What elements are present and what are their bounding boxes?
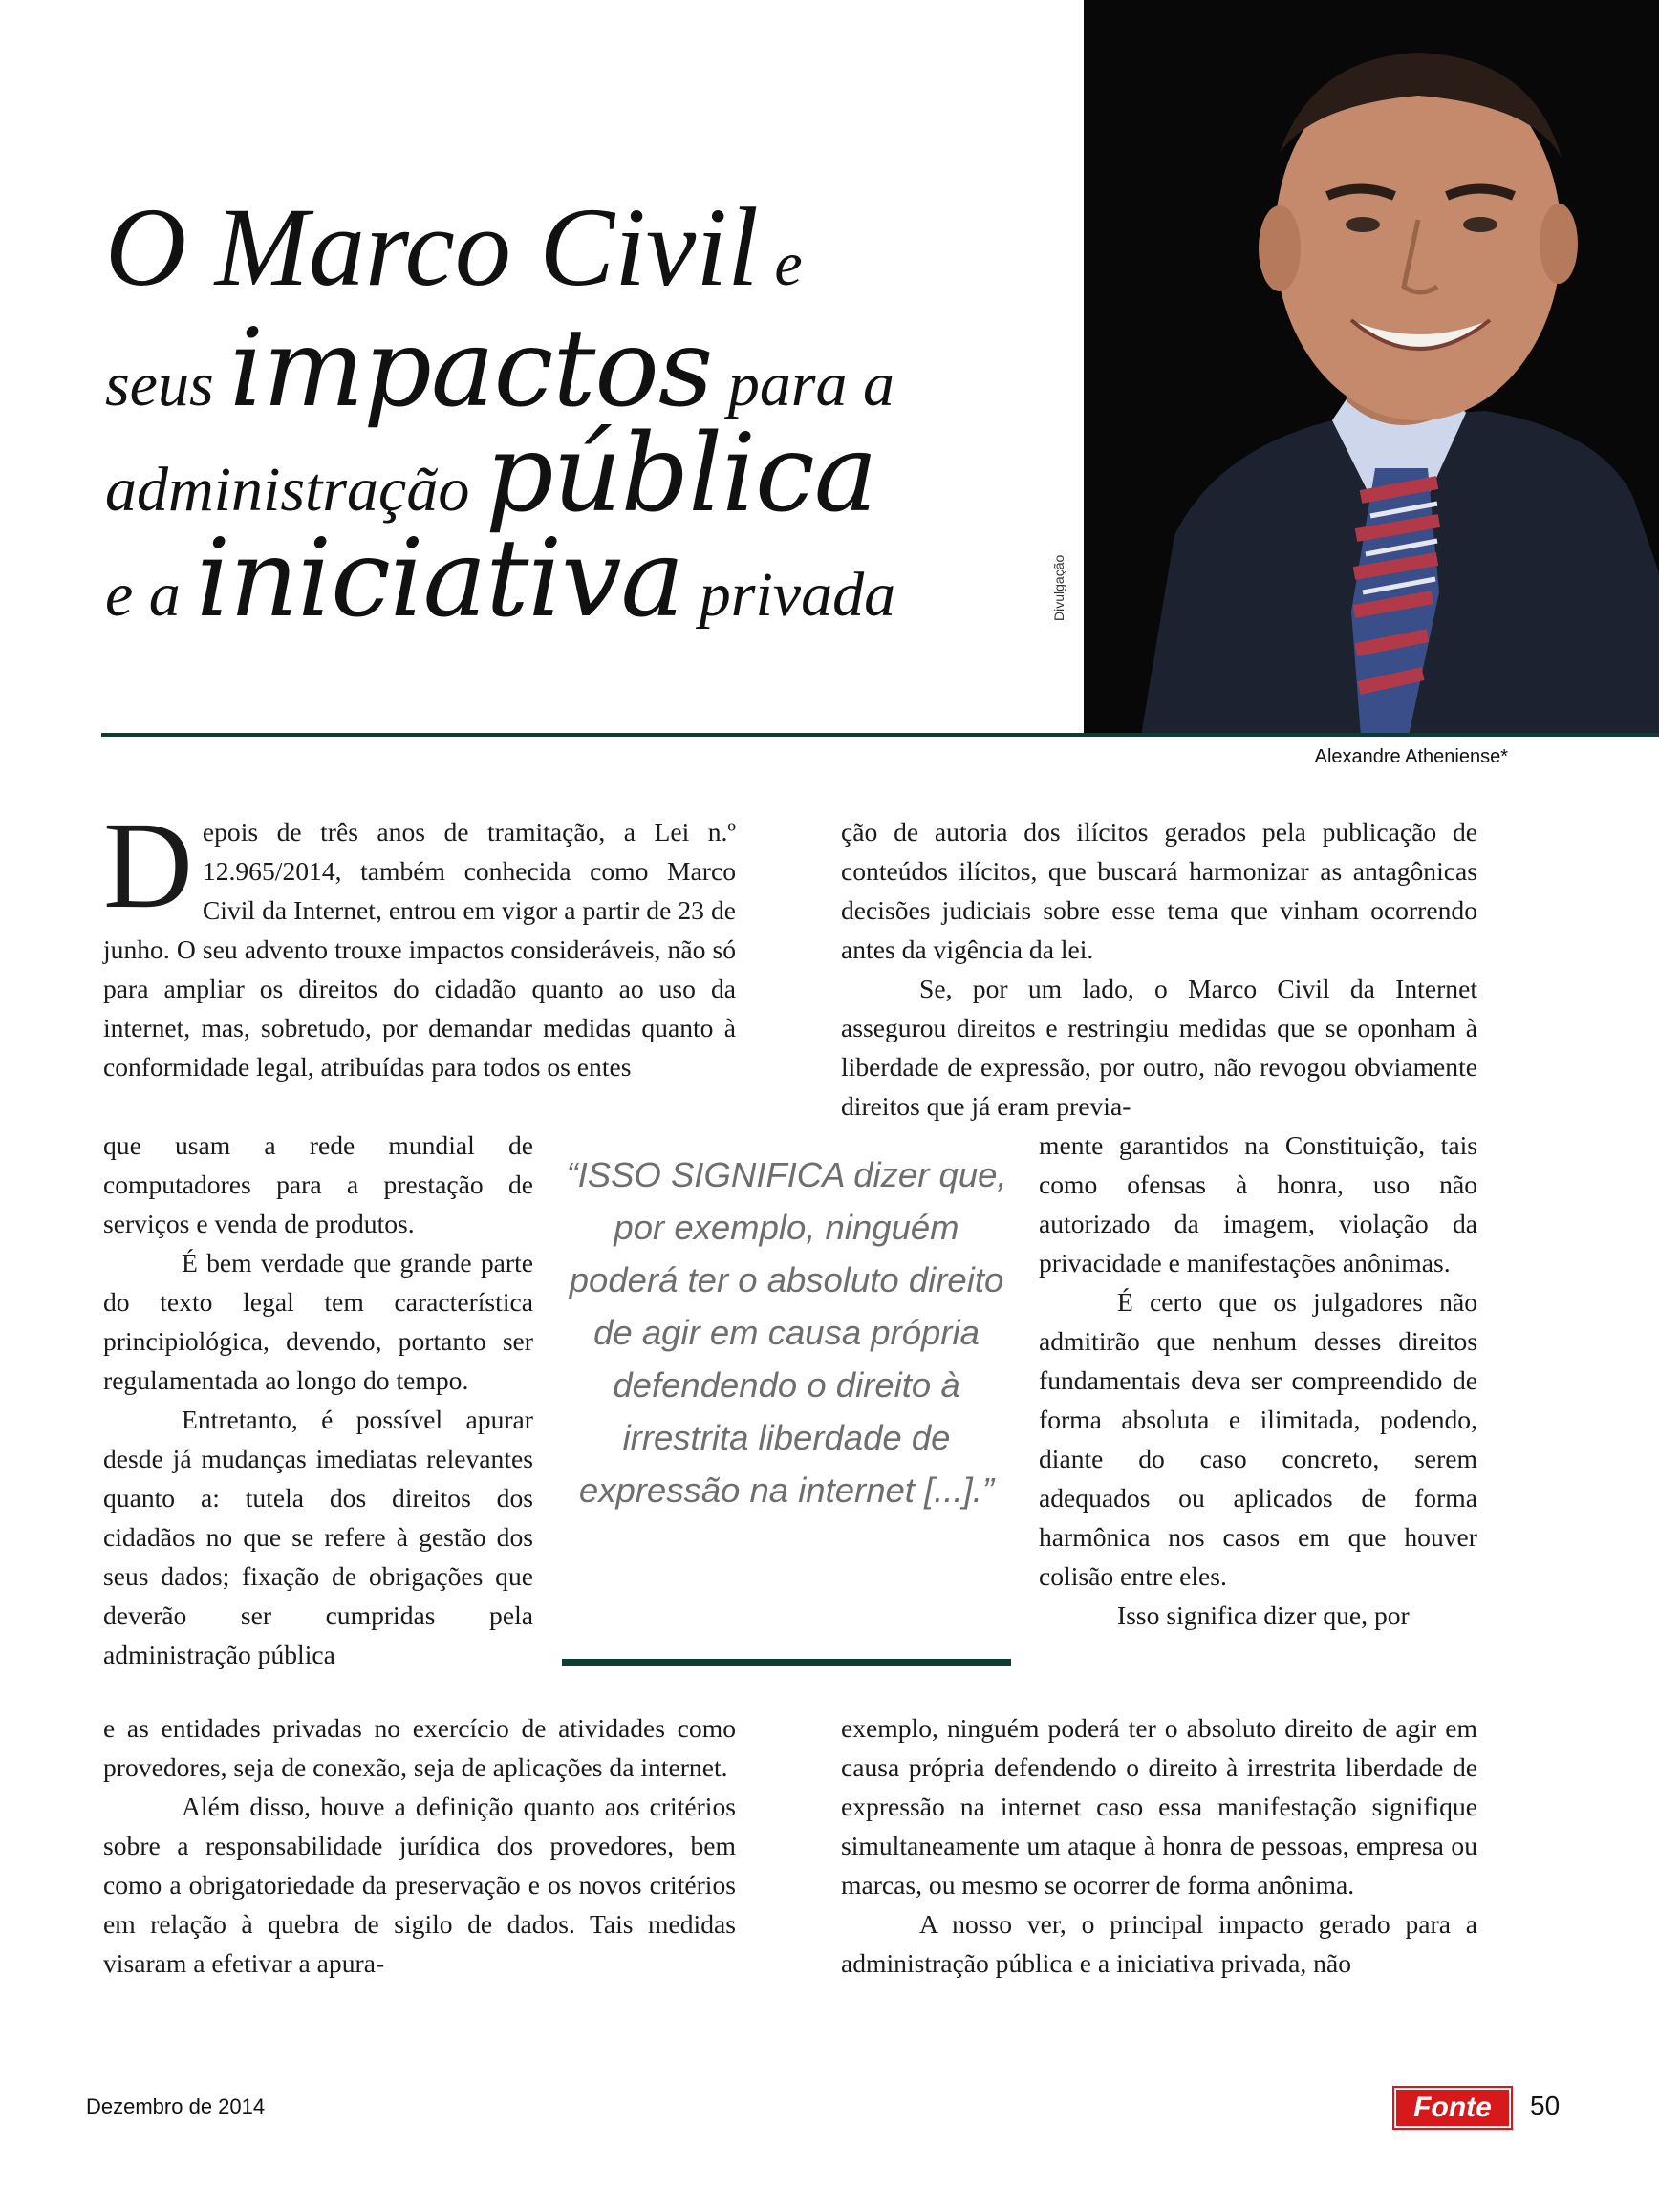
paragraph-1 bbox=[103, 797, 736, 1086]
title-small-word: seus bbox=[105, 350, 230, 419]
title-line-4 bbox=[105, 517, 1061, 641]
title-big-word: O Marco Civil bbox=[105, 184, 759, 310]
paragraph-4: Além disso, houve a definição quanto aos critérios sobre a responsabilidade jurídica dos provedores, bem como a obrigatoriedade da preservação e os novos critérios em relação à quebra de sigilo de dados. Tais medidas visaram a efetivar a apura- bbox=[103, 1792, 736, 1978]
paragraph-text: epois de três anos de tramitação, a Lei n.º 12.965/2014, também conhecida como Marco Civil da Internet, entrou em vigor a partir de 23 de junho. O seu advento trouxe impactos consideráveis, não só para ampliar os direitos do cidadão quanto ao uso da internet, mas, sobretudo, por demandar medidas quanto à conformidade legal, atribuídas para todos os entes bbox=[103, 817, 736, 1082]
column-1-bottom bbox=[103, 1708, 736, 1983]
title-big-word: iniciativa bbox=[196, 517, 684, 641]
title-line-3 bbox=[105, 412, 1061, 536]
column-2-top bbox=[841, 812, 1477, 1126]
author-name: Alexandre Atheniense* bbox=[1314, 746, 1508, 767]
article-title bbox=[105, 184, 1061, 641]
title-small-word: e a bbox=[105, 560, 197, 630]
paragraph-6: É certo que os julgadores não admitirão que nenhum desses direitos fundamentais deva ser compreendido de forma absoluta e ilimitada, podendo, diante do caso concreto, serem adequados ou aplicados de forma harmônica nos casos em que houver colisão entre eles. bbox=[1039, 1287, 1477, 1591]
author-portrait-image bbox=[1084, 0, 1659, 736]
column-2-narrow bbox=[1039, 1126, 1477, 1635]
author-photo bbox=[1084, 0, 1659, 736]
page-number: 50 bbox=[1530, 2091, 1561, 2120]
title-big-word: impactos bbox=[229, 307, 713, 431]
column-2-bottom bbox=[841, 1708, 1477, 1983]
drop-cap: D bbox=[103, 797, 193, 934]
paragraph-8: A nosso ver, o principal impacto gerado para a administração pública e a iniciativa privada, não bbox=[841, 1909, 1477, 1978]
header-rule bbox=[101, 733, 1659, 737]
title-small-word: para a bbox=[712, 350, 894, 419]
title-small-word: privada bbox=[683, 560, 896, 630]
paragraph-5-cont: mente garantidos na Constituição, tais como ofensas à honra, uso não autorizado da imagem, violação da privacidade e manifestações anônimas. bbox=[1039, 1130, 1477, 1278]
title-small-word: administração bbox=[105, 455, 485, 525]
title-small-word: e bbox=[758, 229, 803, 299]
magazine-logo: Fonte bbox=[1394, 2088, 1511, 2128]
paragraph-4-cont: ção de autoria dos ilícitos gerados pela publicação de conteúdos ilícitos, que buscará harmonizar as antagônicas decisões judiciais sobre esse tema que vinham ocorrendo antes da vigência da lei. bbox=[841, 817, 1477, 964]
pull-quote-rule bbox=[562, 1659, 1011, 1666]
paragraph-5: Se, por um lado, o Marco Civil da Internet assegurou direitos e restringiu medidas que se oponham à liberdade de expressão, por outro, não revogou obviamente direitos que já eram previa- bbox=[841, 974, 1477, 1121]
paragraph-2: É bem verdade que grande parte do texto legal tem característica principiológica, devendo, portanto ser regulamentada ao longo do tempo. bbox=[103, 1248, 533, 1395]
footer-date: Dezembro de 2014 bbox=[86, 2094, 266, 2118]
photo-credit: Divulgação bbox=[1051, 554, 1066, 621]
paragraph-3: Entretanto, é possível apurar desde já mudanças imediatas relevantes quanto a: tutela dos direitos dos cidadãos no que se refere à gestão dos seus dados; fixação de obrigações que deverão ser cumpridas pela administração pública bbox=[103, 1405, 533, 1669]
paragraph-7-cont: exemplo, ninguém poderá ter o absoluto direito de agir em causa própria defendendo o direito à irrestrita liberdade de expressão na internet caso essa manifestação signifique simultaneamente um ataque à honra de pessoas, empresa ou marcas, ou mesmo se ocorrer de forma anônima. bbox=[841, 1713, 1477, 1900]
title-line-1 bbox=[105, 184, 1061, 310]
paragraph-3-cont: e as entidades privadas no exercício de atividades como provedores, seja de conexão, seja de aplicações da internet. bbox=[103, 1713, 736, 1782]
column-1-narrow bbox=[103, 1126, 533, 1674]
paragraph-1-cont: que usam a rede mundial de computadores para a prestação de serviços e venda de produtos. bbox=[103, 1130, 533, 1238]
title-big-word: pública bbox=[485, 412, 877, 536]
title-line-2 bbox=[105, 307, 1061, 431]
pull-quote: “ISSO SIGNIFICA dizer que, por exemplo, ninguém poderá ter o absoluto direito de agir em causa própria defendendo o direito à irrestrita liberdade de expressão na internet [...].” bbox=[566, 1155, 1007, 1510]
column-1-top bbox=[103, 797, 736, 1086]
paragraph-7: Isso significa dizer que, por bbox=[1117, 1600, 1410, 1630]
